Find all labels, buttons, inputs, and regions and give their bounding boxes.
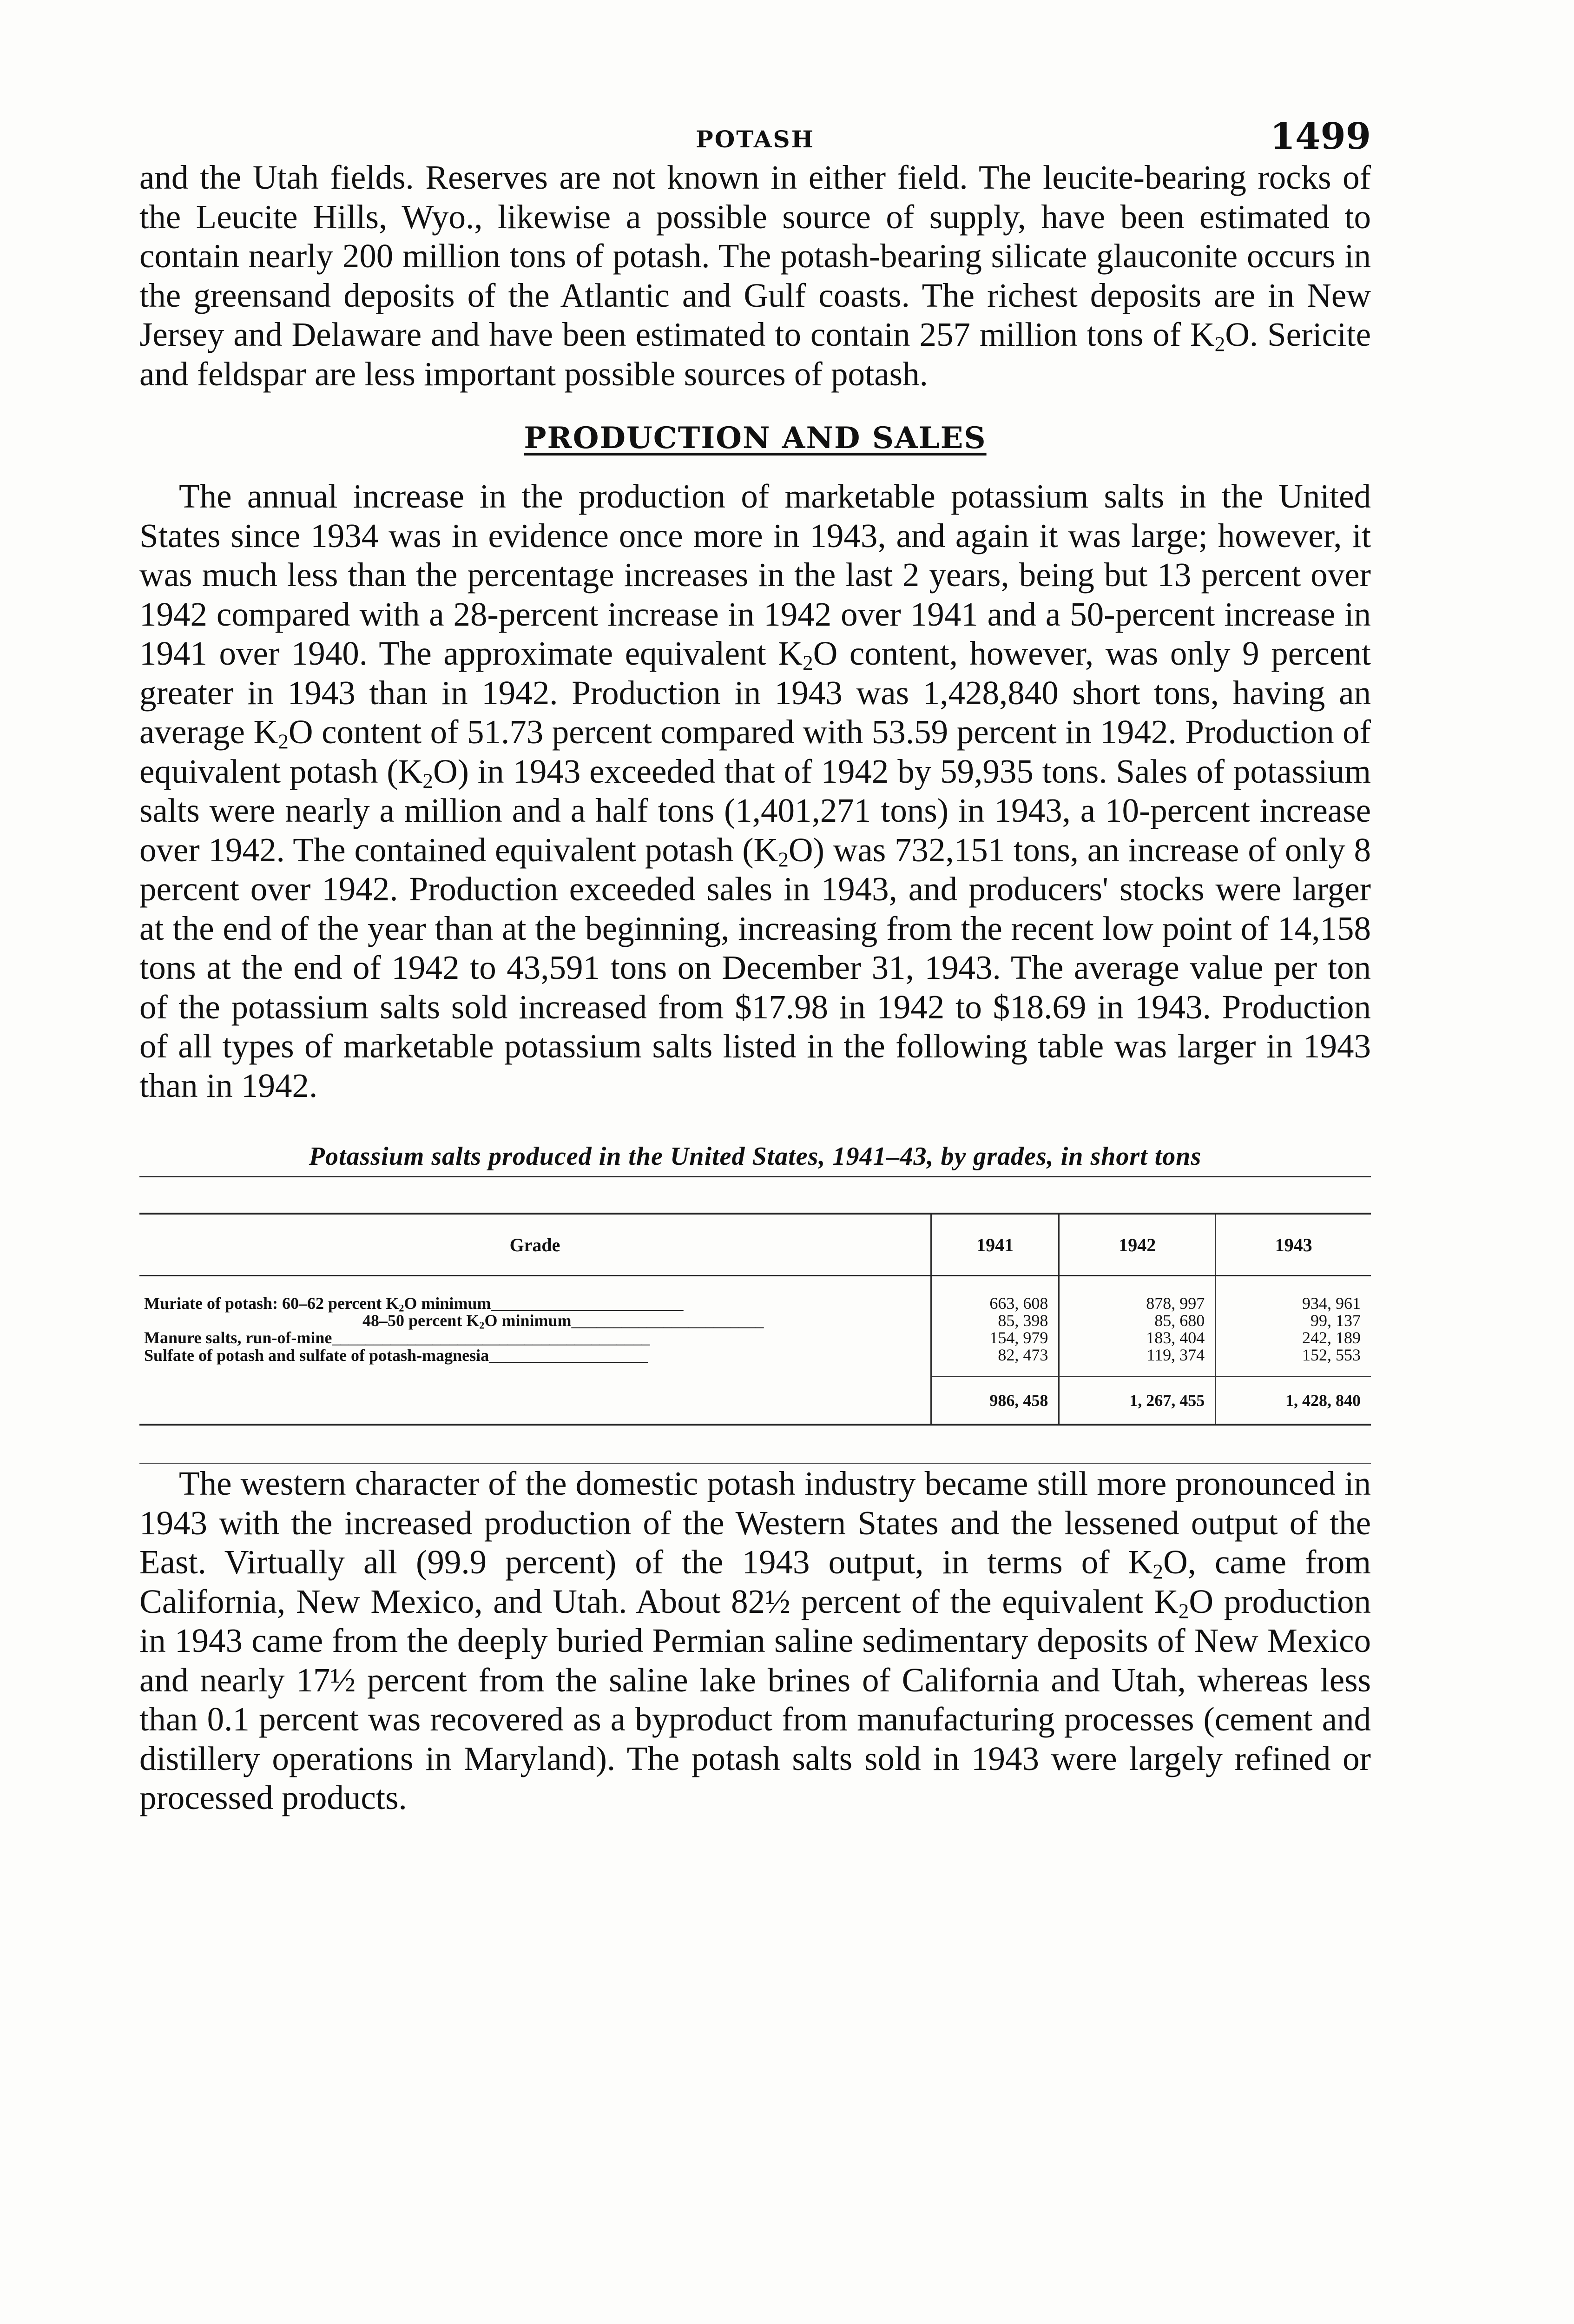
row-label: Muriate of potash: 60–62 percent $K_2O$ minimum_______________________ — [144, 1294, 684, 1314]
cell-value: 878, 997 — [1059, 1276, 1216, 1313]
production-table — [139, 1213, 1371, 1426]
row-label: Sulfate of potash and sulfate of potash-magnesia___________________ — [144, 1346, 648, 1365]
cell-value: 85, 398 — [931, 1312, 1059, 1329]
cell-value: 82, 473 — [931, 1347, 1059, 1377]
cell-value: 663, 608 — [931, 1276, 1059, 1313]
row-label: 48–50 percent $K_2O$ minimum_______________________ — [362, 1311, 764, 1331]
table-total-row — [139, 1377, 1371, 1425]
cell-value: 119, 374 — [1059, 1347, 1216, 1377]
intro-paragraph: and the Utah fields. Reserves are not known in either field. The leucite-bearing rocks of the Leucite Hills, Wyo., likewise a possible source of supply, have been estimated to contain nearly 200 million tons of potash. The potash-bearing silicate glauconite occurs in the greensand deposits of the Atlantic and Gulf coasts. The richest deposits are in New Jersey and Delaware and have been estimated to contain 257 million tons of $K_2O$. Sericite and feldspar are less important possible sources of potash. — [139, 158, 1371, 393]
cell-value: 154, 979 — [931, 1329, 1059, 1347]
column-header: 1943 — [1216, 1214, 1371, 1276]
page-number: 1499 — [1270, 115, 1371, 158]
cell-value: 934, 961 — [1216, 1276, 1371, 1313]
page-header — [139, 107, 1371, 158]
table-row — [139, 1347, 1371, 1377]
total-value: 1, 267, 455 — [1059, 1377, 1216, 1425]
cell-value: 152, 553 — [1216, 1347, 1371, 1377]
total-label-cell — [139, 1377, 931, 1425]
column-header: Grade — [139, 1214, 931, 1276]
total-value: 1, 428, 840 — [1216, 1377, 1371, 1425]
cell-value: 183, 404 — [1059, 1329, 1216, 1347]
section-heading: PRODUCTION AND SALES — [524, 421, 987, 456]
document-page — [139, 107, 1371, 1818]
table-header-row — [139, 1214, 1371, 1276]
column-header: 1942 — [1059, 1214, 1216, 1276]
column-header: 1941 — [931, 1214, 1059, 1276]
table-caption: Potassium salts produced in the United States, 1941–43, by grades, in short tons — [139, 1142, 1371, 1177]
cell-value: 242, 189 — [1216, 1329, 1371, 1347]
cell-value: 99, 137 — [1216, 1312, 1371, 1329]
running-head: POTASH — [696, 125, 815, 153]
cell-value: 85, 680 — [1059, 1312, 1216, 1329]
table-row — [139, 1312, 1371, 1329]
row-label: Manure salts, run-of-mine______________________________________ — [144, 1328, 650, 1347]
total-value: 986, 458 — [931, 1377, 1059, 1425]
table-row — [139, 1329, 1371, 1347]
production-paragraph: The annual increase in the production of marketable potassium salts in the United States since 1934 was in evidence once more in 1943, and again it was large; however, it was much less than the percentage increases in the last 2 years, being but 13 percent over 1942 compared with a 28-percent increase in 1942 over 1941 and a 50-percent increase in 1941 over 1940. The approximate equivalent $K_2O$ content, however, was only 9 percent greater in 1943 than in 1942. Production in 1943 was 1,428,840 short tons, having an average $K_2O$ content of 51.73 percent compared with 53.59 percent in 1942. Production of equivalent potash $(K_2O)$ in 1943 exceeded that of 1942 by 59,935 tons. Sales of potassium salts were nearly a million and a half tons (1,401,271 tons) in 1943, a 10-percent increase over 1942. The contained equivalent potash $(K_2O)$ was 732,151 tons, an increase of only 8 percent over 1942. Production exceeded sales in 1943, and producers' stocks were larger at the end of the year than at the beginning, increasing from the recent low point of 14,158 tons at the end of 1942 to 43,591 tons on December 31, 1943. The average value per ton of the potassium salts sold increased from $17.98 in 1942 to $18.69 in 1943. Production of all types of marketable potassium salts listed in the following table was larger in 1943 than in 1942. — [139, 477, 1371, 1104]
western-paragraph: The western character of the domestic potash industry became still more pronounced in 1943 with the increased production of the Western States and the lessened output of the East. Virtually all (99.9 percent) of the 1943 output, in terms of $K_2O$, came from California, New Mexico, and Utah. About 82½ percent of the equivalent $K_2O$ production in 1943 came from the deeply buried Permian saline sedimentary deposits of New Mexico and nearly 17½ percent from the saline lake brines of California and Utah, whereas less than 0.1 percent was recovered as a byproduct from manufacturing processes (cement and distillery operations in Maryland). The potash salts sold in 1943 were largely refined or processed products. — [139, 1465, 1371, 1816]
table-row — [139, 1276, 1371, 1313]
